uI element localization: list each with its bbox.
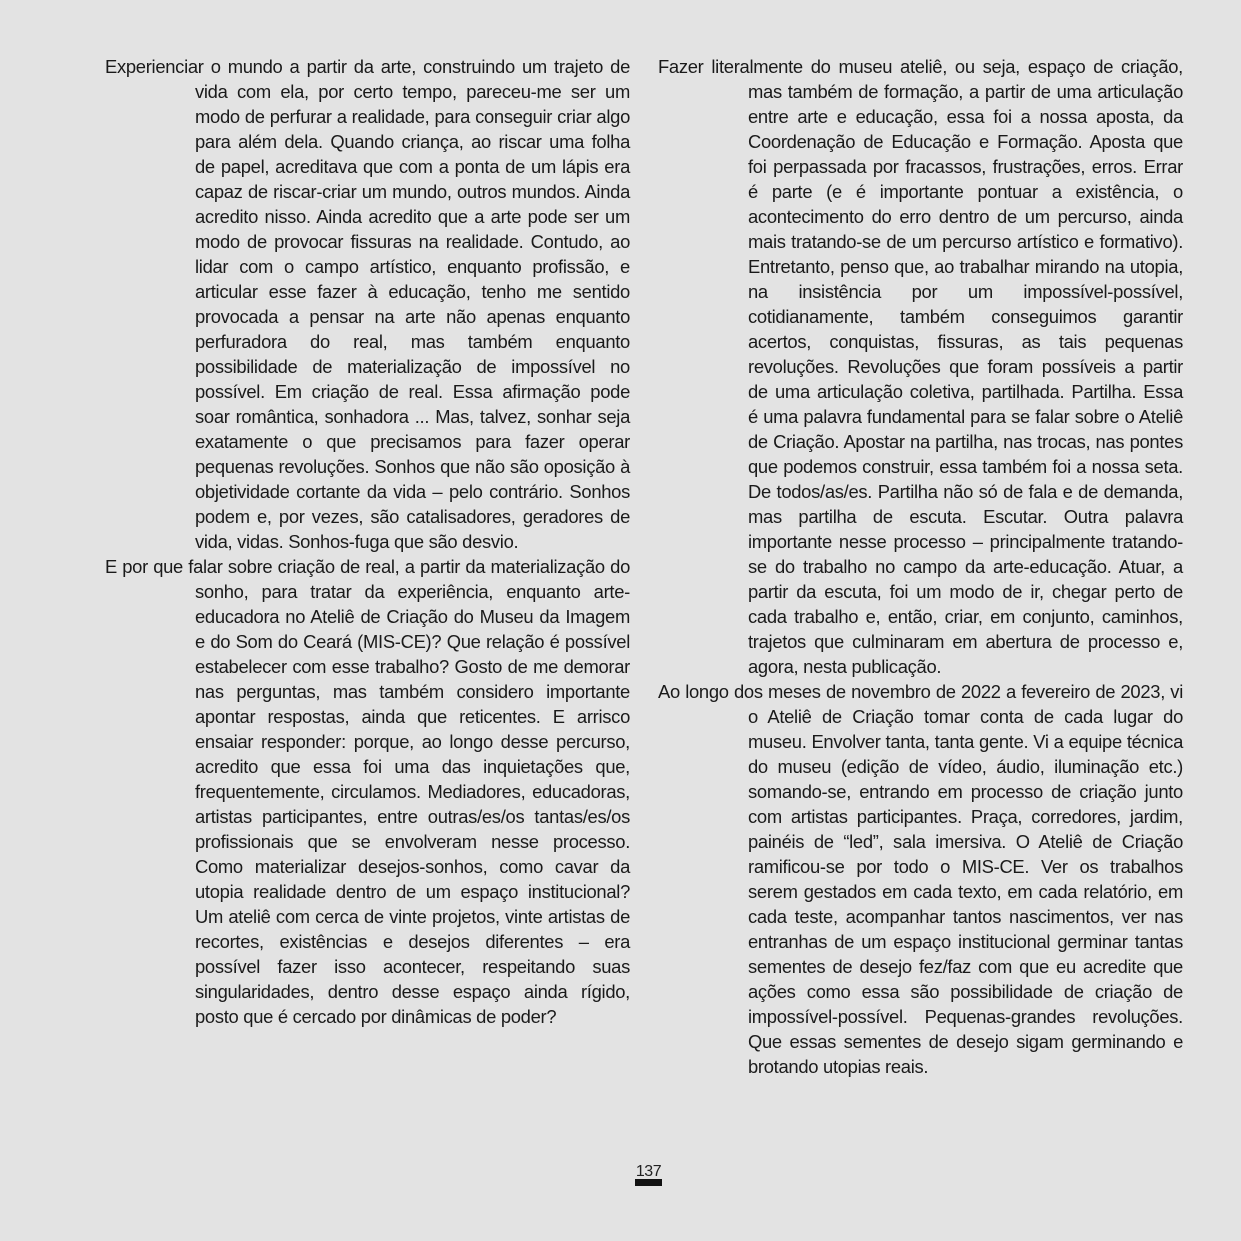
paragraph-left-2: E por que falar sobre criação de real, a partir da materialização do sonho, para tratar da experiência, enquanto arte-educadora no Ateliê de Criação do Museu da Imagem e do Som do Ceará (MIS-CE)? Que relação é possível estabelecer com esse trabalho? Gosto de me demorar nas perguntas, mas também considero importante apontar respostas, ainda que reticentes. E arrisco ensaiar responder: porque, ao longo desse percurso, acredito que essa foi uma das inquietações que, frequentemente, circulamos. Mediadores, educadoras, artistas participantes, entre outras/es/os tantas/es/os profissionais que se envolveram nesse processo. Como materializar desejos-sonhos, como cavar da utopia realidade dentro de um espaço institucional? Um ateliê com cerca de vinte projetos, vinte artistas de recortes, existências e desejos diferentes – era possível fazer isso acontecer, respeitando suas singularidades, dentro desse espaço ainda rígido, posto que é cercado por dinâmicas de poder? xyxy=(105,556,630,1027)
page-number: 137 xyxy=(635,1163,662,1180)
left-column xyxy=(105,54,630,1029)
right-column xyxy=(658,54,1183,1079)
paragraph-right-1: Fazer literalmente do museu ateliê, ou seja, espaço de criação, mas também de formação, a partir de uma articulação entre arte e educação, essa foi a nossa aposta, da Coordenação de Educação e Formação. Aposta que foi perpassada por fracassos, frustrações, erros. Errar é parte (e é importante pontuar a existência, o acontecimento do erro dentro de um percurso, ainda mais tratando-se de um percurso artístico e formativo). Entretanto, penso que, ao trabalhar mirando na utopia, na insistência por um impossível-possível, cotidianamente, também conseguimos garantir acertos, conquistas, fissuras, as tais pequenas revoluções. Revoluções que foram possíveis a partir de uma articulação coletiva, partilhada. Partilha. Essa é uma palavra fundamental para se falar sobre o Ateliê de Criação. Apostar na partilha, nas trocas, nas pontes que podemos construir, essa também foi a nossa seta. De todos/as/es. Partilha não só de fala e de demanda, mas partilha de escuta. Escutar. Outra palavra importante nesse processo – principalmente tratando-se do trabalho no campo da arte-educação. Atuar, a partir da escuta, foi um modo de ir, chegar perto de cada trabalho e, então, criar, em conjunto, caminhos, trajetos que culminaram em abertura de processo e, agora, nesta publicação. xyxy=(658,56,1183,677)
page-number-block xyxy=(635,1163,662,1186)
paragraph-left-1: Experienciar o mundo a partir da arte, construindo um trajeto de vida com ela, por certo tempo, pareceu-me ser um modo de perfurar a realidade, para conseguir criar algo para além dela. Quando criança, ao riscar uma folha de papel, acreditava que com a ponta de um lápis era capaz de riscar-criar um mundo, outros mundos. Ainda acredito nisso. Ainda acredito que a arte pode ser um modo de provocar fissuras na realidade. Contudo, ao lidar com o campo artístico, enquanto profissão, e articular esse fazer à educação, tenho me sentido provocada a pensar na arte não apenas enquanto perfuradora do real, mas também enquanto possibilidade de materialização de impossível no possível. Em criação de real. Essa afirmação pode soar romântica, sonhadora ... Mas, talvez, sonhar seja exatamente o que precisamos para fazer operar pequenas revoluções. Sonhos que não são oposição à objetividade cortante da vida – pelo contrário. Sonhos podem e, por vezes, são catalisadores, geradores de vida, vidas. Sonhos-fuga que são desvio. xyxy=(105,56,630,552)
paragraph-right-2: Ao longo dos meses de novembro de 2022 a fevereiro de 2023, vi o Ateliê de Criação tomar conta de cada lugar do museu. Envolver tanta, tanta gente. Vi a equipe técnica do museu (edição de vídeo, áudio, iluminação etc.) somando-se, entrando em processo de criação junto com artistas participantes. Praça, corredores, jardim, painéis de “led”, sala imersiva. O Ateliê de Criação ramificou-se por todo o MIS-CE. Ver os trabalhos serem gestados em cada texto, em cada relatório, em cada teste, acompanhar tantos nascimentos, ver nas entranhas de um espaço institucional germinar tantas sementes de desejo fez/faz com que eu acredite que ações como essa são possibilidade de criação de impossível-possível. Pequenas-grandes revoluções. Que essas sementes de desejo sigam germinando e brotando utopias reais. xyxy=(658,681,1183,1077)
